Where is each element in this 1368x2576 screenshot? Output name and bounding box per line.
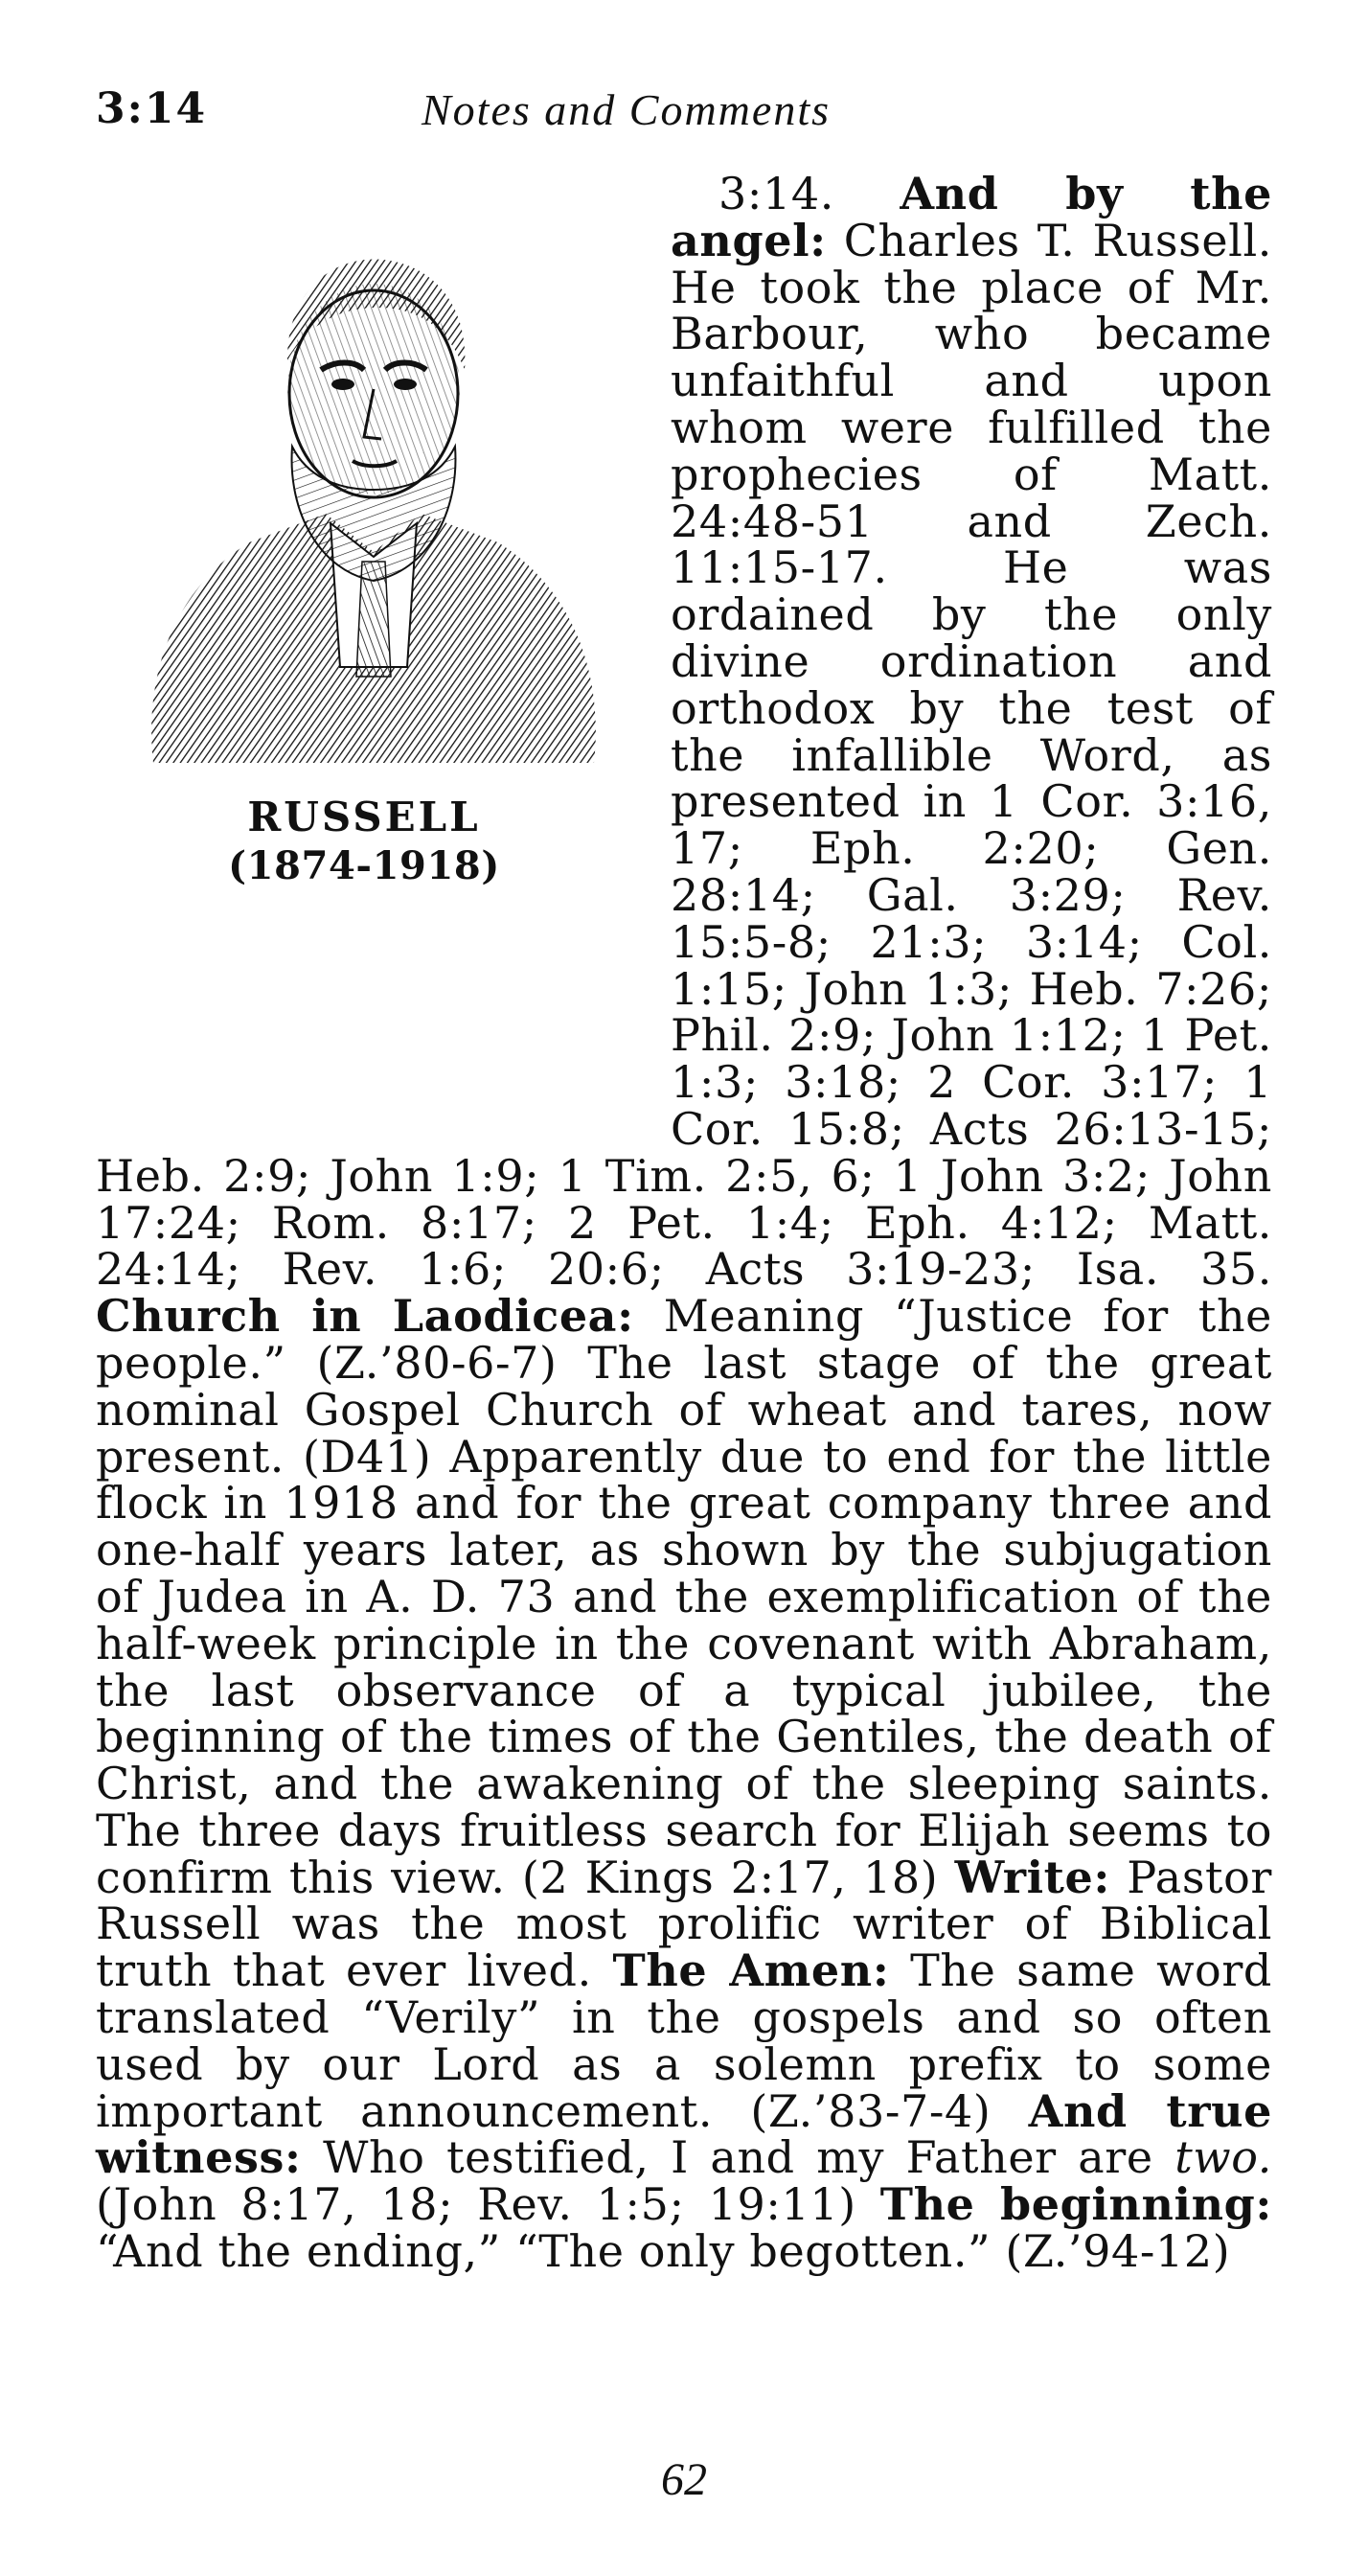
header-verse-ref: 3:14 xyxy=(96,84,208,133)
amen-text: The same word translated “Verily” in the gospels and so often used by our Lord as a solemn prefix to some important announcement. (Z.’83-7-4) xyxy=(96,1944,1272,2137)
term-and-by-the-angel: And by the angel: xyxy=(671,168,1272,266)
term-church-in-laodicea: Church in Laodicea: xyxy=(96,1290,634,1343)
portrait-figure xyxy=(96,178,632,1108)
witness-emphasis: two. xyxy=(1174,2131,1272,2184)
portrait-caption-name: RUSSELL xyxy=(247,794,481,840)
witness-text: Who testified, I and my Father are xyxy=(301,2131,1175,2184)
beginning-text: “And the ending,” “The only begotten.” (Z.’94-12) xyxy=(96,2225,1231,2278)
russell-portrait-image xyxy=(134,226,613,792)
term-the-beginning: The beginning: xyxy=(879,2178,1272,2231)
term-write: Write: xyxy=(954,1851,1110,1903)
intro-ref: 3:14. xyxy=(718,168,834,219)
term-and-true-witness: And true witness: xyxy=(96,2084,1273,2184)
commentary-body xyxy=(96,168,1273,2278)
page-number: 62 xyxy=(661,2454,707,2505)
portrait-caption-dates: (1874-1918) xyxy=(228,843,500,888)
write-text: Pastor Russell was the most prolific writer of Biblical truth that ever lived. xyxy=(96,1851,1272,1997)
witness-tail: (John 8:17, 18; Rev. 1:5; 19:11) xyxy=(96,2178,880,2231)
laodicea-text: Meaning “Justice for the people.” (Z.’80-6-7) The last stage of the great nominal Gospel Church of wheat and tares, now present. (D41) Apparently due to end for the little flock in 1918 and for the great company three and one-half years later, as shown by the subjugation of Judea in A. D. 73 and the exemplification of the half-week principle in the covenant with Abraham, the last observance of a typical jubilee, the beginning of the times of the Gentiles, the death of Christ, and the awakening of the sleeping saints. The three days fruitless search for Elijah seems to confirm this view. (2 Kings 2:17, 18) xyxy=(96,1290,1272,1903)
page-header xyxy=(96,84,1272,142)
header-title: Notes and Comments xyxy=(422,85,831,134)
intro-text: Charles T. Russell. He took the place of Mr. Barbour, who became unfaithful and upon whom were fulfilled the prophecies of Matt. 24:48-51 and Zech. 11:15-17. He was ordained by the only divine ordination and orthodox by the test of the infallible Word, as presented in 1 Cor. 3:16, 17; Eph. 2:20; Gen. 28:14; Gal. 3:29; Rev. 15:5-8; 21:3; 3:14; Col. 1:15; John 1:3; Heb. 7:26; Phil. 2:9; John 1:12; 1 Pet. 1:3; 3:18; 2 Cor. 3:17; 1 Cor. 15:8; Acts 26:13-15; Heb. 2:9; John 1:9; 1 Tim. 2:5, 6; 1 John 3:2; John 17:24; Rom. 8:17; 2 Pet. 1:4; Eph. 4:12; Matt. 24:14; Rev. 1:6; 20:6; Acts 3:19-23; Isa. 35. xyxy=(96,214,1272,1296)
term-the-amen: The Amen: xyxy=(612,1944,890,1997)
